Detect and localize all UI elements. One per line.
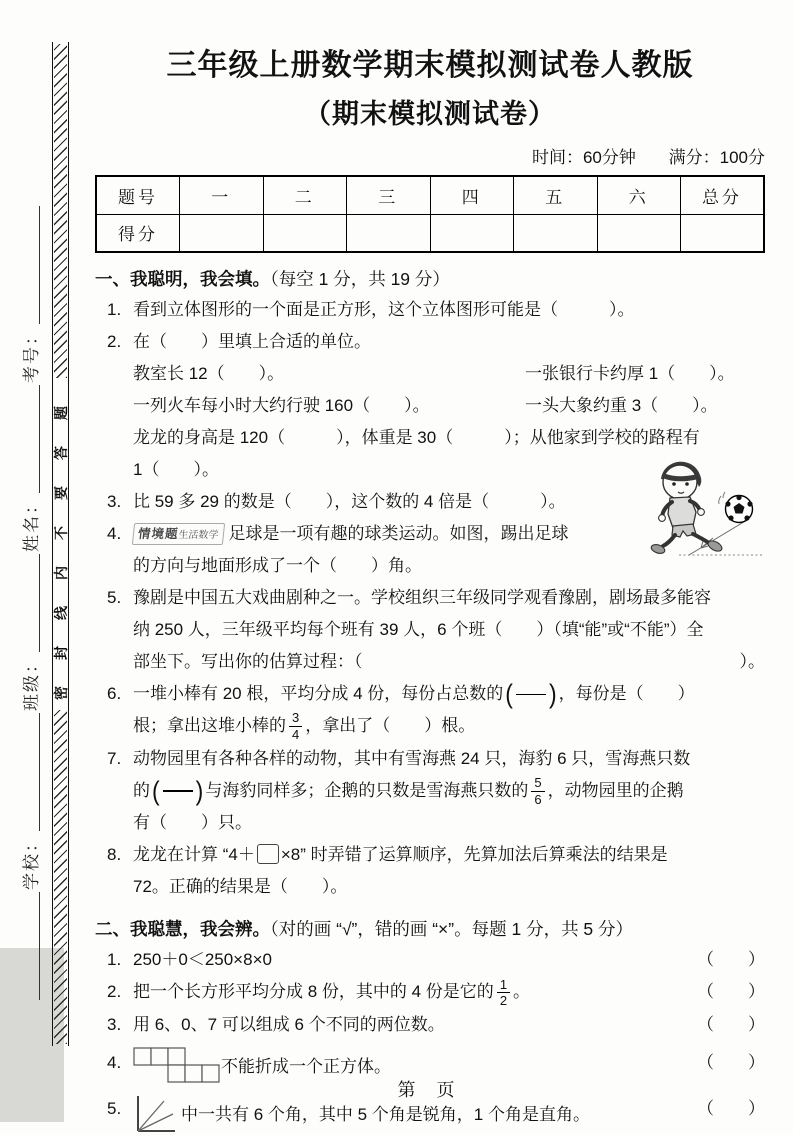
exam-subtitle: （期末模拟测试卷）: [304, 99, 556, 129]
field-blank-line: [39, 713, 40, 831]
estimate-blank: [363, 646, 740, 678]
fraction-bar: [516, 694, 546, 696]
score-cell: [180, 214, 264, 252]
field-label-examno: 考号：: [21, 326, 41, 383]
judge-item-4: 4. 不能折成一个正方体。 （ ）: [95, 1047, 765, 1085]
score-cell: [430, 214, 514, 252]
question-6: 6. 一堆小棒有 20 根，平均分成 4 份，每份占总数的 ( ) ，每份是（ ） 根；拿出这堆小棒的 $\frac{3}{4}$ ，拿出了（ ）根。: [107, 678, 695, 743]
question-1: 1. 看到立体图形的一个面是正方形，这个立体图形可能是（ ）。: [107, 300, 635, 319]
question-4: 4. 情境题生活数学 足球是一项有趣的球类运动。如图，踢出足球 的方向与地面形成了一个（ ）角。: [107, 524, 569, 575]
score-header-cell: 四: [430, 176, 514, 214]
score-header-cell: 三: [347, 176, 431, 214]
field-blank-line: [39, 554, 40, 652]
score-header-cell: 五: [514, 176, 598, 214]
score-header-cell: 题号: [96, 176, 180, 214]
judge-item-3: 3. 用 6、0、7 可以组成 6 个不同的两位数。 （ ）: [95, 1009, 765, 1041]
score-header-cell: 六: [597, 176, 681, 214]
score-table-header-row: [96, 176, 764, 214]
seal-line-band: [52, 42, 69, 1046]
fraction-five-sixths: $\frac{5}{6}$: [531, 775, 544, 807]
field-blank-line: [39, 206, 40, 324]
score-header-cell: 总分: [681, 176, 765, 214]
question-2: 2. 在（ ）里填上合适的单位。 教室长 12（ ）。 一张银行卡约厚 1（ ）。 一列火车每小时大约行驶 160（ ）。 一头大象约重 3（ ）。 龙龙的身高是 120（ ），体重是 30（ ）；从他家到学校的路程有 1（ ）。: [95, 326, 765, 486]
score-table-score-row: [96, 214, 764, 252]
meta-time: 时间：60分钟: [531, 148, 636, 167]
hatch-pattern: [54, 44, 67, 378]
exam-content: [95, 40, 765, 1135]
score-cell: [681, 214, 765, 252]
score-cell: [597, 214, 681, 252]
answer-blank: （ ）: [697, 982, 765, 1002]
score-cell: [347, 214, 431, 252]
field-blank-line: [39, 385, 40, 493]
judge-item-1: 1. 250＋0＜250×8×0 （ ）: [95, 944, 765, 976]
fraction-bar: [163, 790, 193, 792]
section2-heading-note: （对的画 “√”，错的画 “×”。每题 1 分，共 5 分）: [270, 919, 634, 940]
page-footer: 第 页: [397, 1080, 463, 1100]
question-5: 5. 豫剧是中国五大戏曲剧种之一。学校组织三年级同学观看豫剧，剧场最多能容 纳 250 人，三年级平均每个班有 39 人，6 个班（ ）（填“能”或“不能”）全 部坐下。写出你的估算过程：（ ）。: [95, 582, 765, 678]
field-label-school: 学校：: [21, 833, 41, 890]
seal-margin-fields: [12, 97, 46, 1002]
hatch-pattern: [54, 710, 67, 1044]
missing-number-box: [257, 844, 279, 864]
answer-blank: （ ）: [697, 950, 765, 970]
context-badge: 情境题生活数学: [132, 523, 225, 545]
exam-meta: [95, 143, 765, 168]
answer-blank: （ ）: [697, 1098, 765, 1118]
score-header-cell: 二: [263, 176, 347, 214]
score-table: [95, 175, 765, 253]
exam-title: 三年级上册数学期末模拟测试卷人教版: [166, 49, 694, 82]
fraction-one-half: $\frac{1}{2}$: [497, 977, 510, 1009]
question-8: 8. 龙龙在计算 “4＋ ×8” 时弄错了运算顺序，先算加法后算乘法的结果是 72。正确的结果是（ ）。: [107, 845, 668, 897]
score-header-cell: 一: [180, 176, 264, 214]
blank-fraction: ( ): [152, 775, 204, 806]
blank-fraction: ( ): [505, 678, 557, 709]
section1-heading-note: （每空 1 分，共 19 分）: [270, 269, 450, 289]
score-cell: [514, 214, 598, 252]
seal-warning-text: 密封线内不要答题: [52, 380, 69, 700]
question-3: 3. 比 59 多 29 的数是（ ），这个数的 4 倍是（ ）。: [107, 492, 566, 511]
answer-blank: （ ）: [697, 1052, 765, 1072]
field-label-class: 班级：: [21, 654, 41, 711]
judge-item-5: 5. 中一共有 6 个角，其中 5 个角是锐角，1 个角是直角。 （ ）: [95, 1093, 765, 1135]
fraction-three-fourths: $\frac{3}{4}$: [289, 710, 302, 742]
field-label-name: 姓名：: [21, 495, 41, 552]
section2-heading-title: 二、我聪慧，我会辨。: [95, 919, 270, 940]
judge-item-2: 2. 把一个长方形平均分成 8 份，其中的 4 份是它的 $\frac{1}{2}$ 。 （ ）: [107, 976, 765, 1009]
section1-heading-title: 一、我聪明，我会填。: [95, 269, 270, 289]
soccer-illustration: [633, 452, 765, 569]
question-7: 7. 动物园里有各种各样的动物，其中有雪海燕 24 只，海豹 6 只，雪海燕只数 的 ( ) 与海豹同样多；企鹅的只数是雪海燕只数的 $\frac{5}{6}$ ，动物园里的企鹅 有（ ）只。: [107, 748, 691, 833]
field-blank-line: [39, 892, 40, 1000]
boy-kicking-ball-icon: [633, 452, 765, 564]
meta-fullscore: 满分：100分: [668, 148, 765, 167]
section2-heading: [95, 914, 765, 944]
q2-row-1: 教室长 12（ ）。 一张银行卡约厚 1（ ）。: [133, 364, 735, 383]
q2-row-2: 一列火车每小时大约行驶 160（ ）。 一头大象约重 3（ ）。: [133, 396, 718, 415]
score-cell: [263, 214, 347, 252]
score-row-label: 得分: [96, 214, 180, 252]
answer-blank: （ ）: [697, 1014, 765, 1034]
section1-heading: [95, 264, 765, 294]
